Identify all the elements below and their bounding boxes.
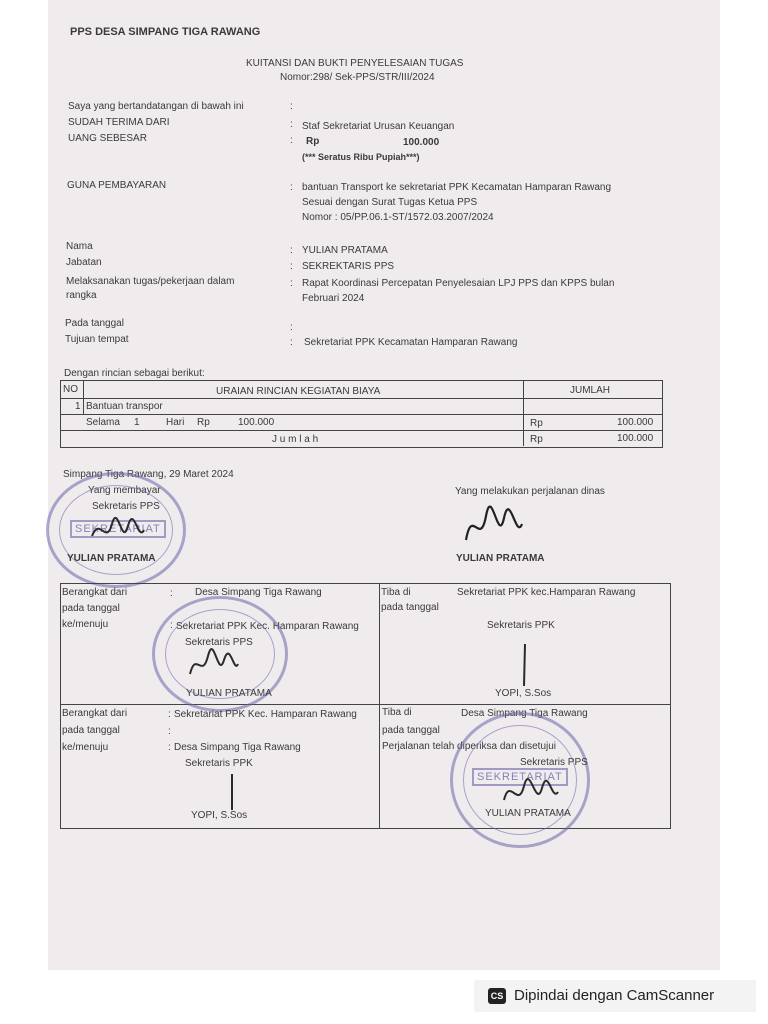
c1-signature xyxy=(186,640,242,684)
c3-departure-value: Sekretariat PPK Kec. Hamparan Rawang xyxy=(174,709,357,720)
place-date: Simpang Tiga Rawang, 29 Maret 2024 xyxy=(63,469,234,480)
c3-date-label: pada tanggal xyxy=(62,725,120,736)
name-label: Nama xyxy=(66,241,93,252)
c2-name: YOPI, S.Sos xyxy=(495,688,552,699)
traveler-signature xyxy=(460,500,526,552)
row2-selama: Selama xyxy=(86,417,120,428)
amount-label: UANG SEBESAR xyxy=(68,133,147,144)
received-from-value: Staf Sekretariat Urusan Keuangan xyxy=(302,121,455,132)
total-label: J u m l a h xyxy=(272,434,319,445)
date-label: Pada tanggal xyxy=(65,318,124,329)
colon: : xyxy=(290,119,293,130)
c2-role: Sekretaris PPK xyxy=(487,620,555,631)
row2-rp: Rp xyxy=(197,417,210,428)
c3-to-label: ke/menuju xyxy=(62,742,109,753)
c3-to-value: Desa Simpang Tiga Rawang xyxy=(174,742,301,753)
c1-to-value: Sekretariat PPK Kec. Hamparan Rawang xyxy=(176,621,359,632)
c4-arrival-label: Tiba di xyxy=(382,707,412,718)
signer-label: Saya yang bertandatangan di bawah ini xyxy=(68,101,244,112)
colon: : xyxy=(290,182,293,193)
c1-role: Sekretaris PPS xyxy=(185,637,253,648)
task-value-1: Rapat Koordinasi Percepatan Penyelesaian LPJ PPS dan KPPS bulan xyxy=(302,278,615,289)
colon: : xyxy=(290,245,293,256)
purpose-label: GUNA PEMBAYARAN xyxy=(67,180,167,191)
destination-label: Tujuan tempat xyxy=(65,334,129,345)
colon: : xyxy=(290,101,293,112)
document-number: Nomor:298/ Sek-PPS/STR/III/2024 xyxy=(280,72,435,83)
colon: : xyxy=(290,261,293,272)
purpose-line-3: Nomor : 05/PP.06.1-ST/1572.03.2007/2024 xyxy=(302,212,494,223)
task-value-2: Februari 2024 xyxy=(302,293,365,304)
c1-departure-label: Berangkat dari xyxy=(62,587,128,598)
c3-role: Sekretaris PPK xyxy=(185,758,253,769)
row2-rate: 100.000 xyxy=(238,417,275,428)
total-amount: 100.000 xyxy=(617,433,654,444)
c4-note: Perjalanan telah diperiksa dan disetujui xyxy=(382,741,557,752)
c4-role: Sekretaris PPS xyxy=(520,757,588,768)
c2-date-label: pada tanggal xyxy=(381,602,439,613)
row2-amount-rp: Rp xyxy=(530,418,543,429)
c2-arrival-label: Tiba di xyxy=(381,587,411,598)
colon: : xyxy=(168,709,171,720)
colon: : xyxy=(170,588,173,599)
stamp-label: SEKRETARIAT xyxy=(70,520,166,538)
c2-signature xyxy=(510,640,540,690)
document-title: KUITANSI DAN BUKTI PENYELESAIAN TUGAS xyxy=(246,58,464,69)
purpose-line-1: bantuan Transport ke sekretariat PPK Kecamatan Hamparan Rawang xyxy=(302,182,612,193)
colon: : xyxy=(290,337,293,348)
purpose-line-2: Sesuai dengan Surat Tugas Ketua PPS xyxy=(302,197,478,208)
camscanner-text: Dipindai dengan CamScanner xyxy=(514,987,715,1004)
c1-to-label: ke/menuju xyxy=(62,619,109,630)
total-rp: Rp xyxy=(530,434,543,445)
detail-intro: Dengan rincian sebagai berikut: xyxy=(64,368,205,379)
payer-name: YULIAN PRATAMA xyxy=(67,553,156,564)
task-label-2: rangka xyxy=(66,290,97,301)
stamp-label: SEKRETARIAT xyxy=(472,768,568,786)
c4-name: YULIAN PRATAMA xyxy=(485,808,571,819)
position-value: SEKREKTARIS PPS xyxy=(302,261,395,272)
amount-currency: Rp xyxy=(306,136,320,147)
camscanner-icon: CS xyxy=(488,988,506,1004)
colon: : xyxy=(290,322,293,333)
c1-name: YULIAN PRATAMA xyxy=(186,688,272,699)
org-name: PPS DESA SIMPANG TIGA RAWANG xyxy=(70,26,261,38)
amount-value: 100.000 xyxy=(403,137,440,148)
row2-amount: 100.000 xyxy=(617,417,654,428)
amount-words: (*** Seratus Ribu Pupiah***) xyxy=(302,152,420,162)
c4-date-label: pada tanggal xyxy=(382,725,440,736)
name-value: YULIAN PRATAMA xyxy=(302,245,388,256)
colon: : xyxy=(168,742,171,753)
destination-value: Sekretariat PPK Kecamatan Hamparan Rawang xyxy=(304,337,518,348)
c2-arrival-value: Sekretariat PPK kec.Hamparan Rawang xyxy=(457,587,636,598)
payer-signature xyxy=(88,506,148,552)
row2-count: 1 xyxy=(134,417,140,428)
colon: : xyxy=(290,278,293,289)
traveler-role: Yang melakukan perjalanan dinas xyxy=(455,486,605,497)
row1-description: Bantuan transpor xyxy=(86,401,163,412)
c3-name: YOPI, S.Sos xyxy=(191,810,248,821)
c1-date-label: pada tanggal xyxy=(62,603,120,614)
col-amount: JUMLAH xyxy=(570,385,611,396)
task-label-1: Melaksanakan tugas/pekerjaan dalam xyxy=(66,276,235,287)
c1-departure-value: Desa Simpang Tiga Rawang xyxy=(195,587,322,598)
colon: : xyxy=(170,620,173,631)
c4-arrival-value: Desa Simpang Tiga Rawang xyxy=(461,708,588,719)
row2-unit: Hari xyxy=(166,417,185,428)
col-no: NO xyxy=(63,384,78,395)
payer-role-2: Sekretaris PPS xyxy=(92,501,160,512)
received-from-label: SUDAH TERIMA DARI xyxy=(68,117,170,128)
c3-departure-label: Berangkat dari xyxy=(62,708,128,719)
camscanner-footer xyxy=(474,980,756,1012)
colon: : xyxy=(290,135,293,146)
traveler-name: YULIAN PRATAMA xyxy=(456,553,545,564)
colon: : xyxy=(168,726,171,737)
position-label: Jabatan xyxy=(66,257,102,268)
payer-role-1: Yang membayar xyxy=(88,485,161,496)
col-description: URAIAN RINCIAN KEGIATAN BIAYA xyxy=(216,386,381,397)
row1-no: 1 xyxy=(75,401,81,412)
